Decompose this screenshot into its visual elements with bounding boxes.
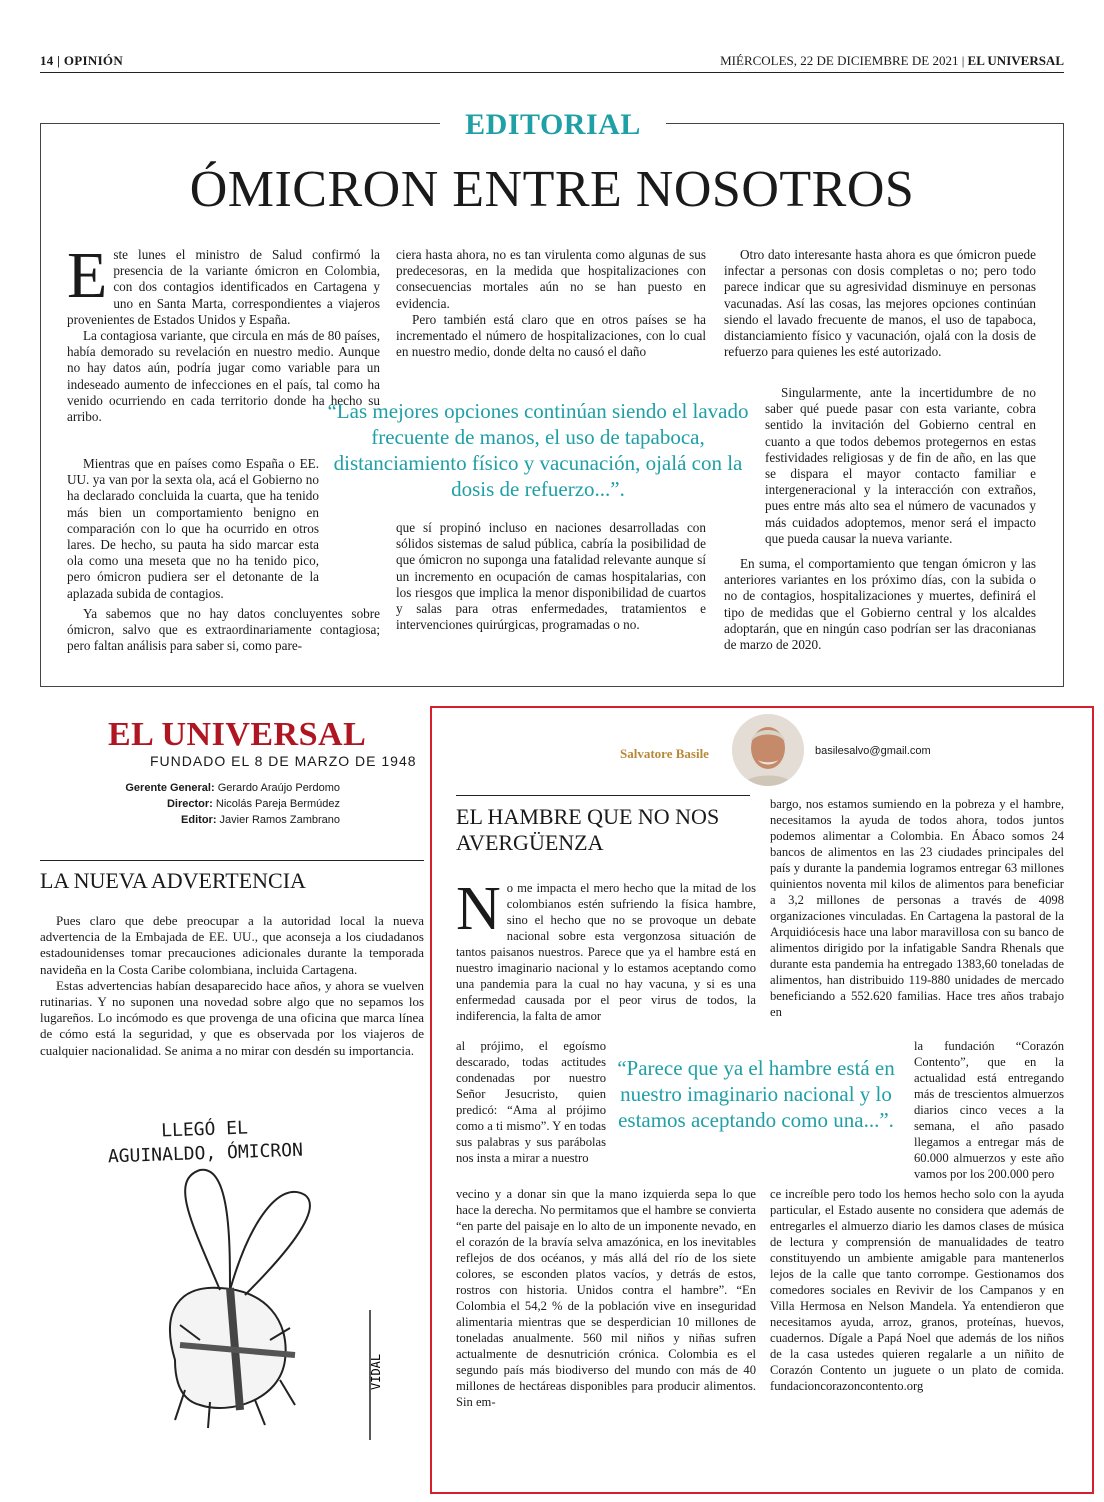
staff-line: Director: Nicolás Pareja Bermúdez: [166, 798, 340, 810]
editorial-column-3: Otro dato interesante hasta ahora es que ómicron puede infectar a personas con dosis completas o no; pero todo parece indicar que su agresividad disminuye en personas vacunadas. Así las cosas, las mejores opciones continúan siendo el lavado frecuente de manos, el uso de tapaboca, distanciamiento físico y vacunación, ojalá con la dosis de refuerzo para quienes les esté autorizado.: [724, 247, 1036, 360]
drop-cap: N: [456, 875, 501, 943]
author-avatar: [732, 714, 804, 786]
nueva-rule: [40, 860, 424, 861]
editorial-pull-quote: “Las mejores opciones continúan siendo el lavado frecuente de manos, el uso de tapaboca, distanciamiento físico y vacunación, ojalá con la dosis de refuerzo...”.: [327, 399, 749, 501]
founded-line: FUNDADO EL 8 DE MARZO DE 1948: [150, 753, 417, 769]
column-left-mid: al prójimo, el egoísmo descarado, todas actitudes condenadas por nuestro Señor Jesucristo, quien predicó: “Ama al prójimo como a ti mismo”. Y en todas sus palabras y sus parábolas nos insta a mirar a nuestro: [456, 1039, 606, 1165]
drop-cap: E: [67, 239, 108, 312]
column-left-top: No me impacta el mero hecho que la mitad de los colombianos estén sufriendo la física hambre, sino el hecho que no se provoque un debate nacional sobre esta vergonzosa situación de tantos paisanos nuestros. Parece que ya el hambre está en nuestro imaginario nacional y lo estamos aceptando como una pandemia para la cual no hay vacuna, y si es una enfermedad causada por el peor virus de todos, la indiferencia, la falta de amor: [456, 875, 756, 1023]
column-title-rule: [456, 795, 750, 796]
editorial-column-3-end: En suma, el comportamiento que tengan ómicron y las anteriores variantes en los próximo días, con la subida o no de contagios, hospitalizaciones y muertes, definirá el tipo de medidas que el Gobierno central y los alcaldes adoptarán, que en ningún caso podrían ser las draconianas de marzo de 2020.: [724, 556, 1036, 653]
editorial-column-1-end: Ya sabemos que no hay datos concluyentes sobre ómicron, salvo que es extraordinariamente contagiosa; pero faltan análisis para saber si, como pare-: [67, 606, 380, 654]
column-right-bottom: ce increíble pero todo los hemos hecho solo con la ayuda particular, el Estado ausente no considera que además de entregarles el almuerzo diario les damos clases de música de lectura y comprensión de manualidades de teatro constituyendo un ambiente amigable para mantenerlos lejos de la calle que tanto corrompe. Gestionamos dos comedores sociales en Revivir de los Campanos y en Villa Hermosa en Nelson Mandela. Ya entendieron que necesitamos ayuda, arroz, granos, proteínas, huevos, cuadernos. Dígale a Papá Noel que además de los niños de la casa ustedes quieren regalarle a un niñito de Corazón Contento un juguete o un plato de comida. fundacioncorazoncontento.org: [770, 1187, 1064, 1393]
header-rule: [40, 72, 1064, 73]
section-label: 14 | OPINIÓN: [40, 53, 124, 68]
staff-line: Editor: Javier Ramos Zambrano: [181, 814, 340, 826]
column-right-top: bargo, nos estamos sumiendo en la pobreza y el hambre, necesitamos la ayuda de todos ahora, todos juntos podemos alimentar a Colombia. En Ábaco somos 24 bancos de alimentos en las 23 ciudades principales del país y durante la pandemia logramos entregar 63 millones quinientos noventa mil kilos de alimentos para beneficiar a 3,2 millones de personas a través de 4098 organizaciones vinculadas. En Cartagena la pastoral de la Arquidiócesis hace una labor maravillosa con su banco de alimentos dirigido por la infatigable Sandra Rhenals que durante esta pandemia ha entregado 1383,60 toneladas de alimentos, han distribuido 119-880 unidades de mercado beneficiando a 552.620 familias. Hace tres años trabajo en: [770, 797, 1064, 1019]
column-title: EL HAMBRE QUE NO NOS AVERGÜENZA: [456, 804, 720, 855]
cartoon-caption: LLEGÓ EL AGUINALDO, ÓMICRON: [107, 1117, 304, 1168]
editorial-label: EDITORIAL: [440, 108, 666, 142]
editorial-column-1-mid: Mientras que en países como España o EE. UU. ya van por la sexta ola, acá el Gobierno no ha declarado concluida la cuarta, que ha tenido más bien un comportamiento benigno en comparación con lo que ha ocurrido en otros lares. De hecho, su pauta ha sido marcar esta ola como una meseta que no ha tenido pico, pero ómicron pudiera ser el detonante de la aplazada subida de contagios.: [67, 456, 319, 601]
nueva-title: LA NUEVA ADVERTENCIA: [40, 868, 306, 893]
editorial-column-2-end: que sí propinó incluso en naciones desarrolladas con sólidos sistemas de salud pública, cabría la posibilidad de que ómicron no suponga una fatalidad relevante aunque sí un incremento en ocupación de camas hospitalarias, con los riesgos que implica la menor disponibilidad de cuartos y salas para otras enfermedades, tratamientos e intervenciones quirúrgicas, programadas o no.: [396, 520, 706, 633]
nueva-body: Pues claro que debe preocupar a la autoridad local la nueva advertencia de la Embajada de EE. UU., que aconseja a los ciudadanos estadounidenses tomar precauciones adicionales durante la temporada navideña en la Costa Caribe colombiana, incluida Cartagena. Estas advertencias habían desaparecido hace años, y ahora se vuelven rutinarias. Y no suponen una novedad sobre algo que no sepamos los lugareños. Lo incómodo es que provenga de una oficina que marca línea de cómo está la seguridad, y que es observada por los viajeros de cualquier nacionalidad. Se anima a no mirar con desdén su importancia.: [40, 913, 424, 1058]
author-email: basilesalvo@gmail.com: [815, 745, 931, 757]
el-universal-logo: EL UNIVERSAL: [108, 716, 367, 753]
editorial-title: ÓMICRON ENTRE NOSOTROS: [189, 161, 915, 218]
author-name: Salvatore Basile: [620, 746, 709, 761]
column-left-bottom: vecino y a donar sin que la mano izquierda sepa lo que hace la derecha. No permitamos que el hambre se convierta “en parte del paisaje en lo alto de un imponente nevado, en el corazón de la bravía selva amazónica, en los inevitables reflejos de dos océanos, y más allá del río de los siete colores, se esconden platos vacíos, y detrás de estos, rostros con historia. Unidos contra el hambre”. “En Colombia el 54,2 % de la población vive en inseguridad alimentaria mientras que se desperdician 10 millones de toneladas anualmente. 560 mil niños y niñas sufren actualmente de desnutrición crónica. Colombia es el segundo país más biodiverso del mundo con más de 40 millones de hectáreas disponibles para producir alimentos. Sin em-: [456, 1187, 757, 1409]
editorial-column-1: Este lunes el ministro de Salud confirmó la presencia de la variante ómicron en Colombia, con dos contagios identificados en Cartagena y uno en Santa Marta, correspondientes a viajeros provenientes de Estados Unidos y España. La contagiosa variante, que circula en más de 80 países, había demorado su revelación en nuestro medio. Aunque no hay datos aún, podría jugar como variable para un indeseado aumento de infecciones en el país, tal como ha venido ocurriendo en cada territorio donde ha hecho su arribo.: [67, 239, 380, 425]
cartoon-illustration: [80, 1110, 410, 1440]
column-pull-quote: “Parece que ya el hambre está en nuestro imaginario nacional y lo estamos aceptando como una...”.: [617, 1056, 895, 1132]
column-right-mid: la fundación “Corazón Contento”, que en la actualidad está entregando más de trescientos almuerzos diarios cinco veces a la semana, el año pasado llegamos a entregar más de 60.000 almuerzos y este año vamos por los 200.000 pero: [914, 1039, 1064, 1181]
cartoon-signature: VIDAL: [369, 1353, 383, 1390]
editorial-column-3-mid: Singularmente, ante la incertidumbre de no saber qué puede pasar con esta variante, cobra sentido la invitación del Gobierno central en cuanto a que todos debemos protegernos en estas festividades religiosas y de fin de año, en las que se dispara el mayor contacto familiar e intergeneracional y la interacción con extraños, pues entre más alto sea el número de vacunados y más cuidados adoptemos, menor será el impacto que pueda causar la nueva variante.: [765, 385, 1036, 546]
issue-date: MIÉRCOLES, 22 DE DICIEMBRE DE 2021 | EL UNIVERSAL: [720, 53, 1064, 68]
staff-line: Gerente General: Gerardo Araújo Perdomo: [125, 782, 340, 794]
editorial-column-2: ciera hasta ahora, no es tan virulenta como algunas de sus predecesoras, en la medida que hospitalizaciones con consecuencias mortales aún no se han puesto en evidencia. Pero también está claro que en otros países se ha incrementado el número de hospitalizaciones, con lo cual en nuestro medio, donde delta no causó el daño: [396, 247, 706, 360]
staff-box: [60, 780, 340, 828]
